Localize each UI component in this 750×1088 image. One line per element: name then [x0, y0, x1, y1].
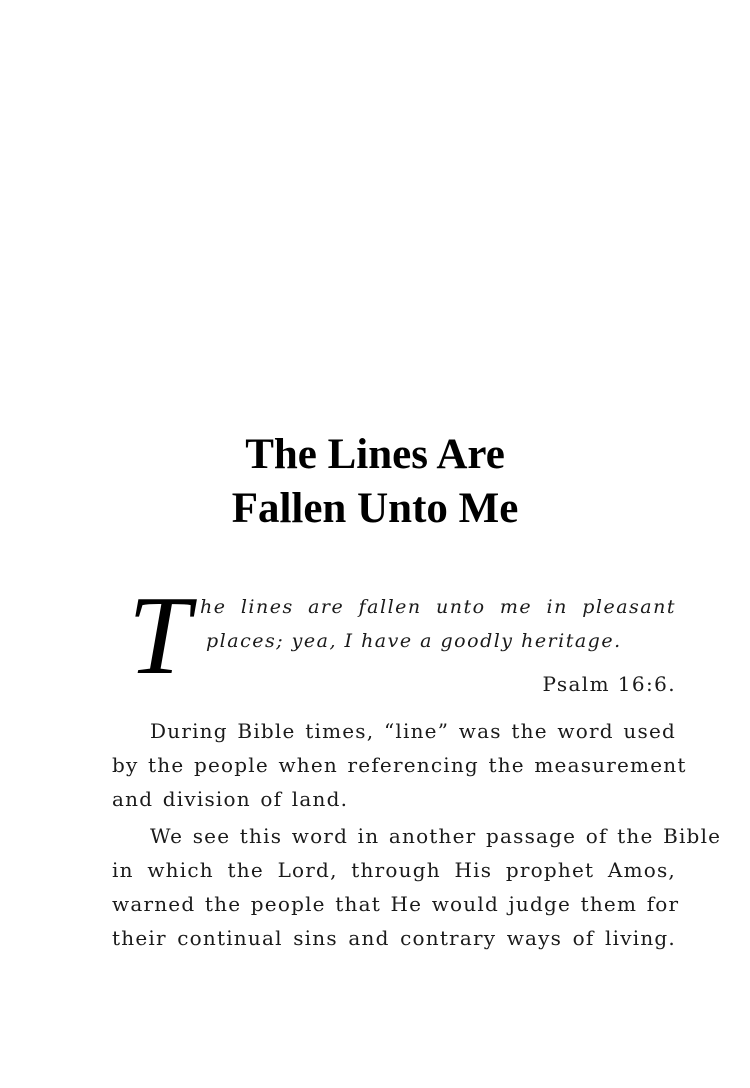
body-paragraph-2: [112, 819, 722, 955]
paragraph-line: by the people when referencing the measurement: [112, 753, 687, 777]
epigraph-line-1: he lines are fallen unto me in pleasant: [200, 596, 676, 618]
chapter-title-line-2: Fallen Unto Me: [231, 485, 519, 532]
epigraph-line-2: places; yea, I have a goodly heritage.: [206, 630, 622, 652]
paragraph-line: During Bible times, “line” was the word used: [150, 719, 676, 743]
scripture-citation: Psalm 16:6.: [542, 672, 676, 696]
paragraph-line: We see this word in another passage of the Bible: [150, 824, 722, 848]
body-paragraph-1: [112, 714, 687, 816]
epigraph: [112, 574, 676, 698]
chapter-title-line-1: The Lines Are: [245, 431, 505, 478]
drop-cap: T: [128, 574, 191, 698]
paragraph-line: and division of land.: [112, 787, 349, 811]
paragraph-line: in which the Lord, through His prophet Amos,: [112, 858, 676, 882]
chapter-title: [0, 428, 750, 536]
paragraph-line: their continual sins and contrary ways of living.: [112, 926, 676, 950]
paragraph-line: warned the people that He would judge them for: [112, 892, 680, 916]
